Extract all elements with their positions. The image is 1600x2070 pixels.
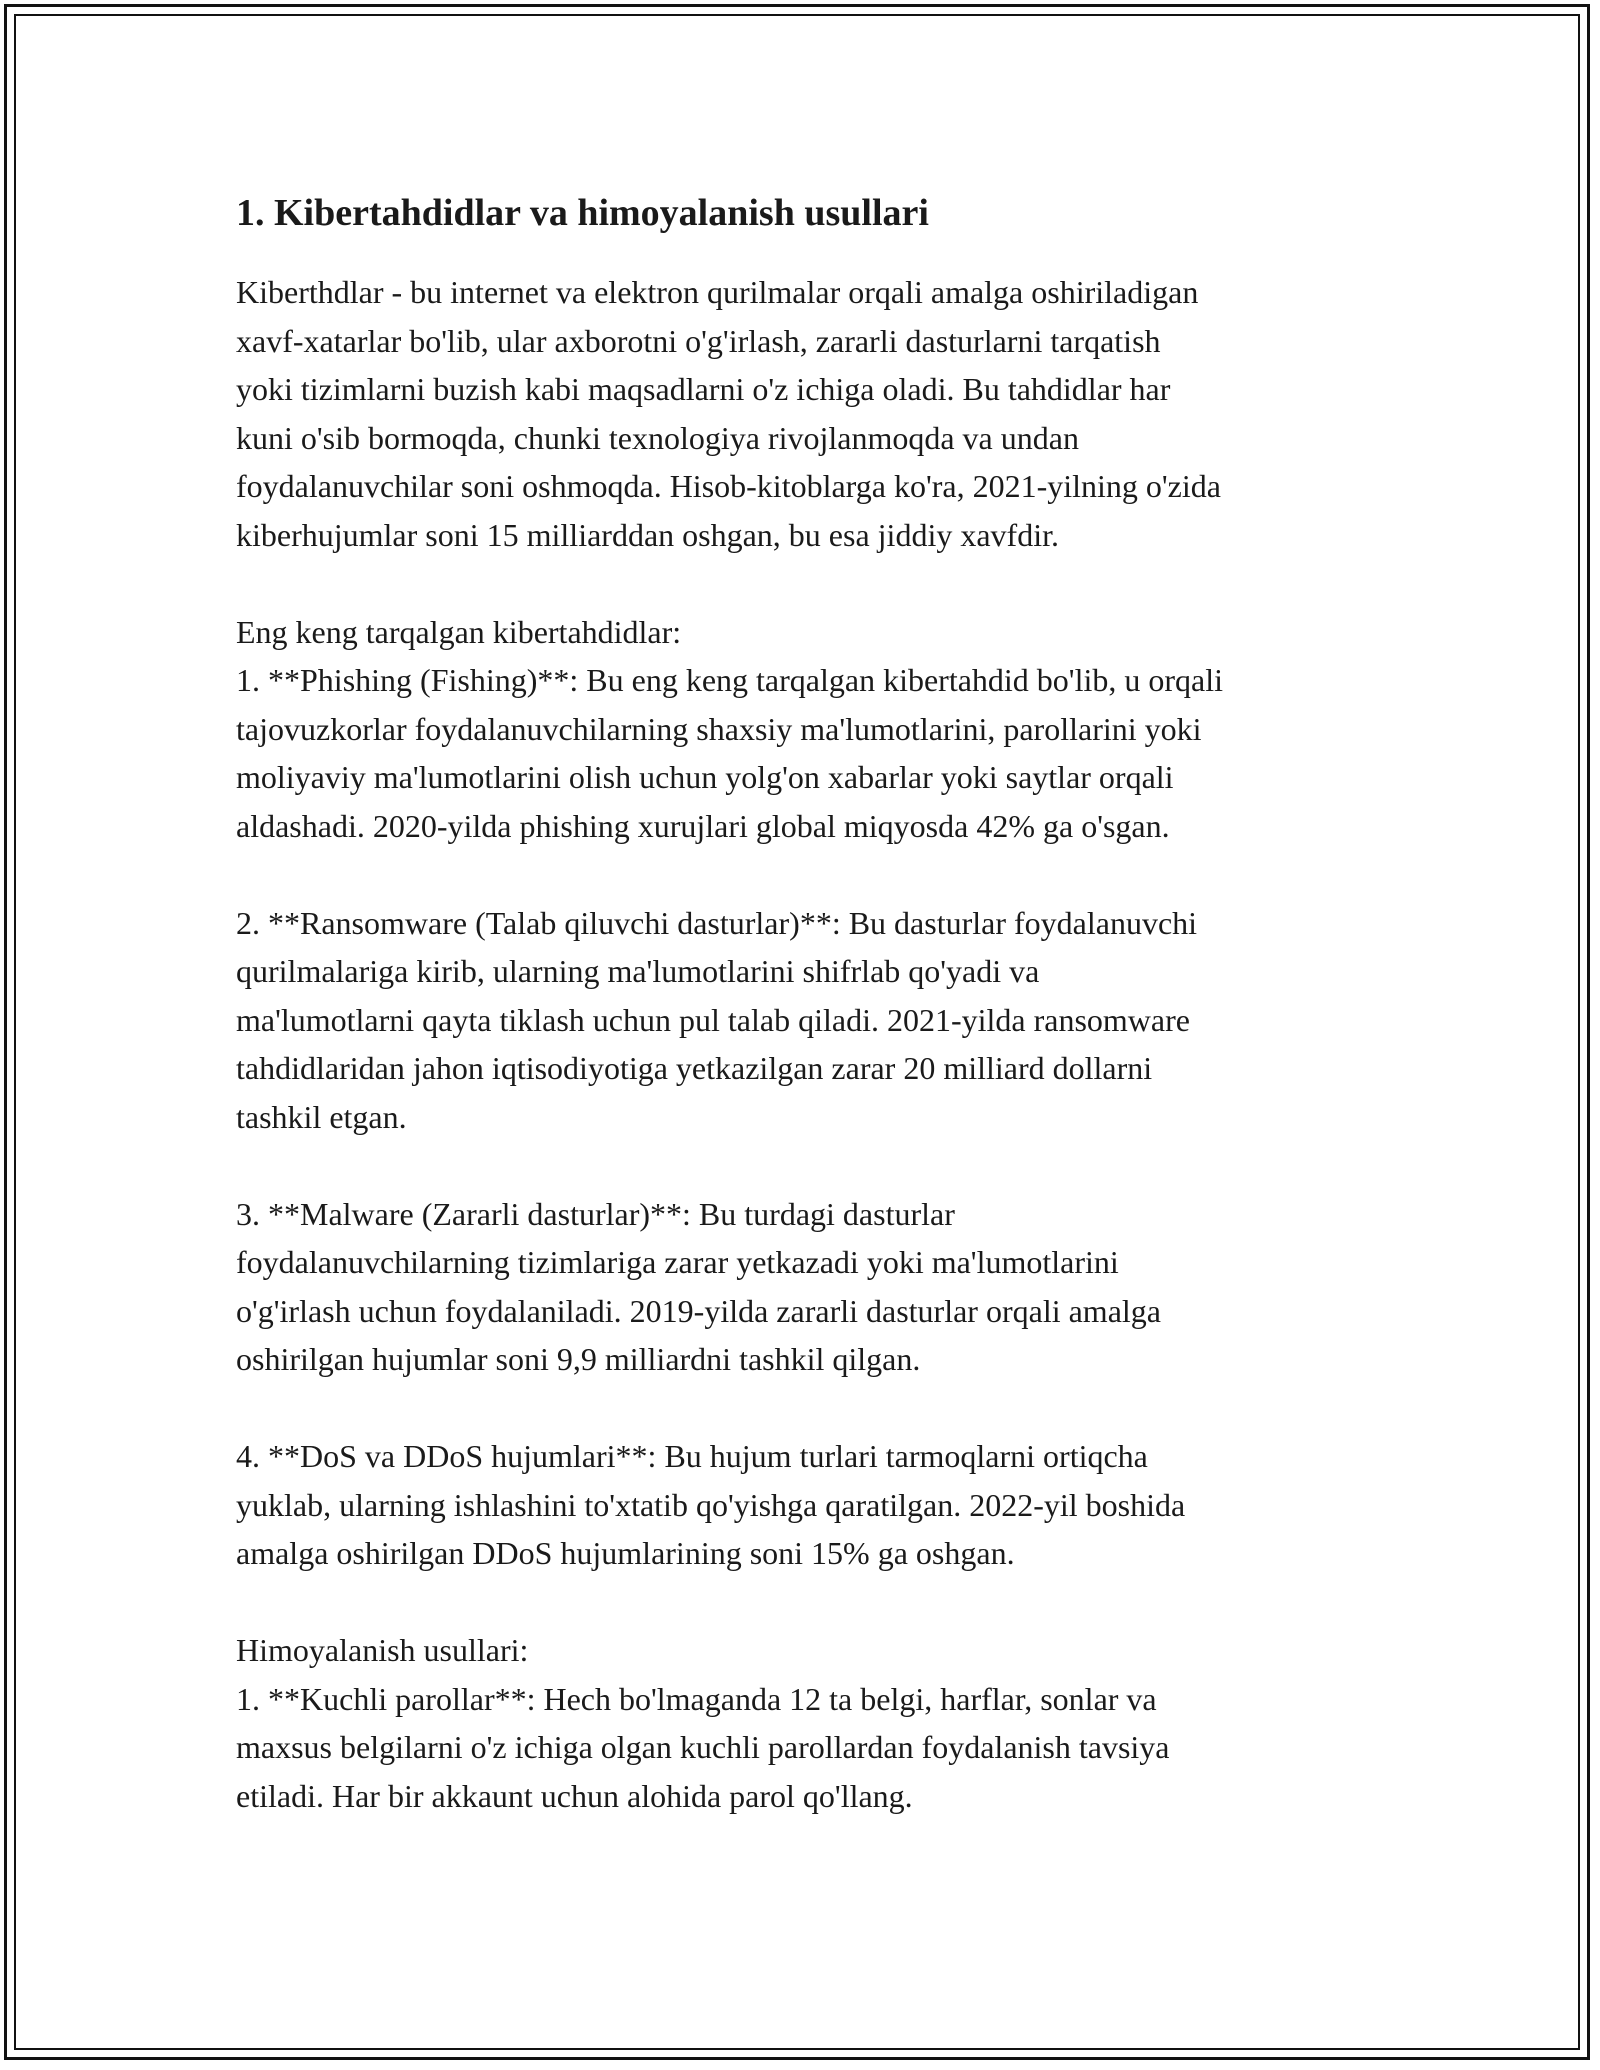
document-body: Kiberthdlar - bu internet va elektron qurilmalar orqali amalga oshiriladigan xavf-xatarlar bo'lib, ular axborotni o'g'irlash, zararli dasturlarni tarqatish yoki tizimlarni buzish kabi maqsadlarni o'z ichiga oladi. Bu tahdidlar har kuni o'sib bormoqda, chunki texnologiya rivojlanmoqda va undan foydalanuvchilar soni oshmoqda. Hisob-kitoblarga ko'ra, 2021-yilning o'zida kiberhujumlar soni 15 milliarddan oshgan, bu esa jiddiy xavfdir. Eng keng tarqalgan kibertahdidlar: 1. **Phishing (Fishing)**: Bu eng keng tarqalgan kibertahdid bo'lib, u orqali tajovuzkorlar foydalanuvchilarning shaxsiy ma'lumotlarini, parollarini yoki moliyaviy ma'lumotlarini olish uchun yolg'on xabarlar yoki saytlar orqali aldashadi. 2020-yilda phishing xurujlari global miqyosda 42% ga o'sgan. 2. **Ransomware (Talab qiluvchi dasturlar)**: Bu dasturlar foydalanuvchi qurilmalariga kirib, ularning ma'lumotlarini shifrlab qo'yadi va ma'lumotlarni qayta tiklash uchun pul talab qiladi. 2021-yilda ransomware tahdidlaridan jahon iqtisodiyotiga yetkazilgan zarar 20 milliard dollarni tashkil etgan. 3. **Malware (Zararli dasturlar)**: Bu turdagi dasturlar foydalanuvchilarning tizimlariga zarar yetkazadi yoki ma'lumotlarini o'g'irlash uchun foydalaniladi. 2019-yilda zararli dasturlar orqali amalga oshirilgan hujumlar soni 9,9 milliardni tashkil qilgan. 4. **DoS va DDoS hujumlari**: Bu hujum turlari tarmoqlarni ortiqcha yuklab, ularning ishlashini to'xtatib qo'yishga qaratilgan. 2022-yil boshida amalga oshirilgan DDoS hujumlarining soni 15% ga oshgan. Himoyalanish usullari: 1. **Kuchli parollar**: Hech bo'lmaganda 12 ta belgi, harflar, sonlar va maxsus belgilarni o'z ichiga olgan kuchli parollardan foydalanish tavsiya etiladi. Har bir akkaunt uchun alohida parol qo'llang. [236,274,1223,1814]
document-title: 1. Kibertahdidlar va himoyalanish usullari [236,192,929,234]
document-content [236,186,1386,1820]
